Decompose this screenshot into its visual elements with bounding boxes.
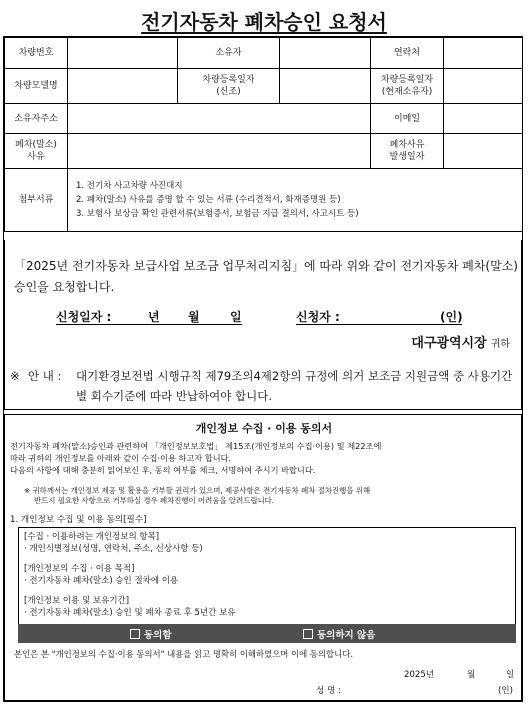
owner-field[interactable] <box>280 38 371 69</box>
contact-label: 연락처 <box>371 38 444 69</box>
vehicle-no-field[interactable] <box>68 38 178 69</box>
attachment-item: 1. 전기차 사고차량 사진대지 <box>76 181 183 191</box>
privacy-note: ※ 귀하께서는 개인정보 제공 및 활용을 거부할 권리가 있으며, 제공사항은 전기자동차 폐차 절차진행을 위해 반드시 필요한 사항으로 거부하실 경우 폐차진행이 어려움을 알려드립니다. <box>24 486 371 505</box>
applicant-info-table <box>4 37 523 232</box>
document-title: 전기자동차 폐차승인 요청서 <box>141 10 387 34</box>
recipient-honorific: 귀하 <box>490 339 510 350</box>
applicant-seal: (인) <box>440 310 463 324</box>
vehicle-no-label: 차량번호 <box>5 38 68 69</box>
model-label: 차량모델명 <box>5 69 68 104</box>
consent-statement: 본인은 본 "개인정보의 수집·이용 동의서" 내용을 읽고 명확히 이해하였으며 이에 동의합니다. <box>14 649 353 659</box>
signature-seal: (인) <box>498 686 514 696</box>
disagree-checkbox[interactable] <box>303 629 313 639</box>
reason-label: 폐차(말소) 사유 <box>5 134 68 169</box>
collection-purpose: [개인정보의 수집 · 이용 목적] · 전기자동차 폐차(말소) 승인 절차에 이용 <box>24 564 179 586</box>
occur-date-label: 폐차사유 발생일자 <box>371 134 444 169</box>
applicant-label: 신청자 : <box>296 310 340 324</box>
signature-field[interactable] <box>360 684 490 696</box>
disagree-option[interactable]: 동의하지 않음 <box>303 627 375 641</box>
notice <box>10 366 522 406</box>
reg-date-current-label: 차량등록일자 (현재소유자) <box>371 69 444 104</box>
contact-field[interactable] <box>444 38 523 69</box>
agree-option[interactable]: 동의함 <box>130 627 172 641</box>
attachment-item: 2. 폐차(말소) 사유를 증명 할 수 있는 서류 (수리견적서, 화재증명원 등) <box>76 195 341 205</box>
collected-items: [수집 · 이용하려는 개인정보의 항목] · 개인식별정보(성명, 연락처, 주소, 신상사항 등) <box>24 532 203 554</box>
attachment-item: 3. 보험사 보상금 확인 관련서류(보험증서, 보험금 지급 결의서, 사고시트 등) <box>76 209 359 219</box>
applicant-underline[interactable] <box>296 324 462 325</box>
privacy-section-heading: 1. 개인정보 수집 및 이용 동의[필수] <box>10 515 147 525</box>
consent-day: 일 <box>506 670 515 680</box>
consent-month: 월 <box>467 670 476 680</box>
privacy-title: 개인정보 수집 · 이용 동의서 <box>195 422 333 435</box>
agree-checkbox[interactable] <box>130 629 140 639</box>
notice-lead: 안 내 : <box>28 369 62 383</box>
day-label: 일 <box>230 310 242 324</box>
reg-date-new-field[interactable] <box>280 69 371 104</box>
attachments-label: 첨부서류 <box>5 169 68 232</box>
email-field[interactable] <box>444 104 523 134</box>
application-date-label: 신청일자 : <box>56 310 112 324</box>
reg-date-new-label: 차량등록일자 (신조) <box>178 69 280 104</box>
year-label: 년 <box>148 310 160 324</box>
address-field[interactable] <box>68 104 371 134</box>
model-field[interactable] <box>68 69 178 104</box>
recipient-mayor: 대구광역시장 <box>411 336 487 351</box>
address-label: 소유자주소 <box>5 104 68 134</box>
date-underline[interactable] <box>56 324 242 325</box>
email-label: 이메일 <box>371 104 444 134</box>
notice-text: 대기환경보전법 시행규칙 제79조의4제2항의 규정에 의거 보조금 지원금액 중 사용기간별 회수기준에 따라 반납하여야 합니다. <box>76 369 513 403</box>
signature-label: 성 명 : <box>316 686 341 696</box>
reason-field[interactable] <box>68 134 371 169</box>
occur-date-field[interactable] <box>444 134 523 169</box>
request-body: 「2025년 전기자동차 보급사업 보조금 업무처리지침」에 따라 위와 같이 전기자동차 폐차(말소) 승인을 요청합니다. <box>14 259 518 294</box>
consent-options-bar <box>18 624 516 643</box>
consent-year: 2025년 <box>404 670 435 680</box>
attachments-list <box>68 169 523 232</box>
notice-mark: ※ <box>10 369 20 383</box>
reg-date-current-field[interactable] <box>444 69 523 104</box>
privacy-intro: 전기자동차 폐차(말소)승인과 관련하여 「개인정보보호법」 제15조(개인정보의 수집·이용) 및 제22조에 따라 귀하의 개인정보를 아래와 같이 수집·이용 하고자 합니다. 다음의 사항에 대해 충분히 읽어보신 후, 동의 여부를 체크, 서명하여 주시기 바랍니다. <box>10 441 382 475</box>
month-label: 월 <box>188 310 200 324</box>
recipient <box>411 332 510 351</box>
owner-label: 소유자 <box>178 38 280 69</box>
retention-period: [개인정보 이용 및 보유기간] · 전기자동차 폐차(말소) 승인 및 폐차 종료 후 5년간 보유 <box>24 596 236 618</box>
